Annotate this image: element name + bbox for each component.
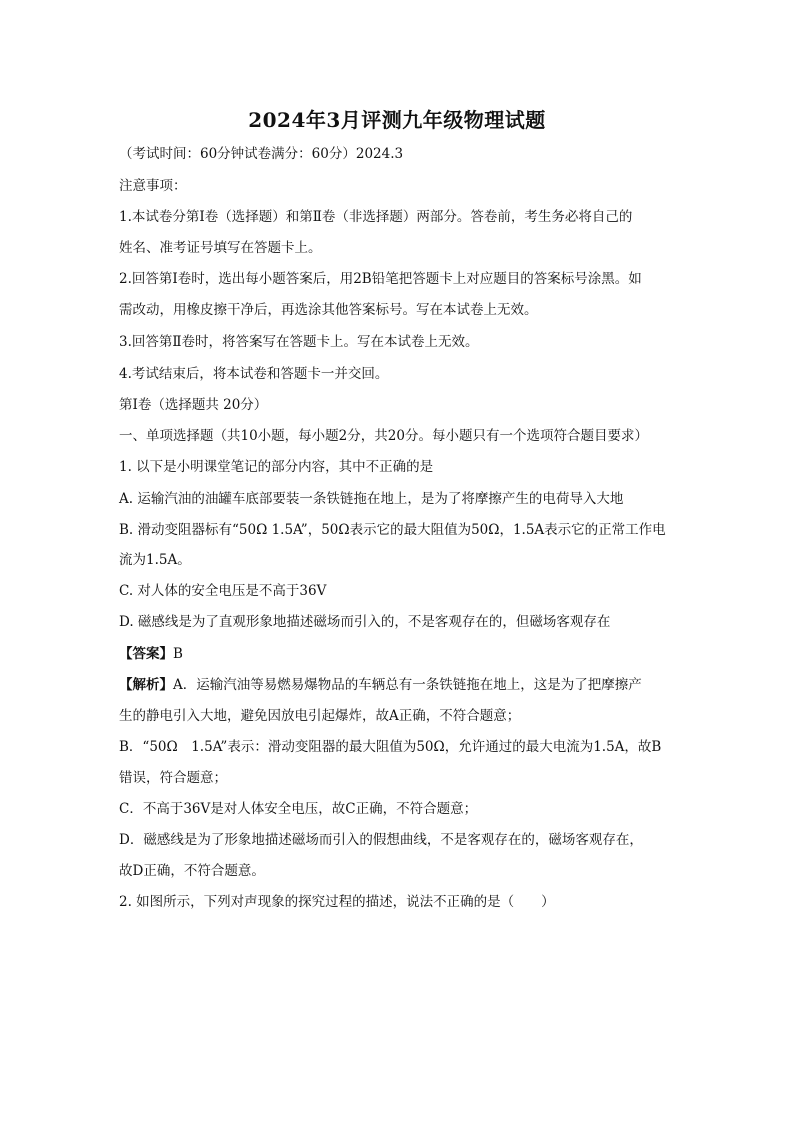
analysis-line: 错误，符合题意；	[119, 770, 227, 786]
notice-line: 4.考试结束后，将本试卷和答题卡一并交回。	[119, 366, 389, 382]
analysis-line: 生的静电引入大地，避免因放电引起爆炸，故A正确，不符合题意；	[119, 708, 521, 724]
notice-line: 2.回答第Ⅰ卷时，选出每小题答案后，用2B铅笔把答题卡上对应题目的答案标号涂黑。如	[119, 271, 642, 287]
notice-line: 需改动，用橡皮擦干净后，再选涂其他答案标号。写在本试卷上无效。	[119, 302, 538, 318]
analysis-line	[119, 676, 642, 694]
analysis-label: 【解析】	[119, 677, 173, 693]
answer-line	[119, 645, 183, 663]
analysis-line: C．不高于36V是对人体安全电压，故C正确，不符合题意；	[119, 801, 478, 817]
notice-line: 姓名、准考证号填写在答题卡上。	[119, 240, 322, 256]
question-1-option-d: D. 磁感线是为了直观形象地描述磁场而引入的，不是客观存在的，但磁场客观存在	[119, 614, 611, 630]
answer-value: B	[173, 646, 183, 662]
analysis-text: A．运输汽油等易燃易爆物品的车辆总有一条铁链拖在地上，这是为了把摩擦产	[173, 677, 642, 693]
question-1-stem: 1. 以下是小明课堂笔记的部分内容，其中不正确的是	[119, 459, 434, 475]
question-2-stem: 2. 如图所示，下列对声现象的探究过程的描述，说法不正确的是（ ）	[119, 894, 555, 910]
notice-line: 1.本试卷分第Ⅰ卷（选择题）和第Ⅱ卷（非选择题）两部分。答卷前，考生务必将自己的	[119, 209, 633, 225]
question-1-option-b: B. 滑动变阻器标有“50Ω 1.5A”，50Ω表示它的最大阻值为50Ω，1.5A表示它的正常工作电	[119, 522, 666, 538]
exam-title: 2024年3月评测九年级物理试题	[248, 108, 546, 132]
notice-line: 3.回答第Ⅱ卷时，将答案写在答题卡上。写在本试卷上无效。	[119, 334, 479, 350]
part-heading: 第Ⅰ卷（选择题共 20分）	[119, 397, 268, 413]
analysis-line: 故D正确，不符合题意。	[119, 863, 265, 879]
notice-heading: 注意事项：	[119, 178, 187, 194]
analysis-line: D．磁感线是为了形象地描述磁场而引入的假想曲线，不是客观存在的，磁场客观存在，	[119, 832, 643, 848]
answer-label: 【答案】	[119, 646, 173, 662]
exam-meta: （考试时间：60分钟试卷满分：60分）2024.3	[119, 146, 404, 162]
question-1-option-b-cont: 流为1.5A。	[119, 552, 191, 568]
analysis-line: B．“50Ω 1.5A”表示：滑动变阻器的最大阻值为50Ω，允许通过的最大电流为1.5A，故B	[119, 739, 662, 755]
question-1-option-a: A. 运输汽油的油罐车底部要装一条铁链拖在地上，是为了将摩擦产生的电荷导入大地	[119, 491, 624, 507]
question-1-option-c: C. 对人体的安全电压是不高于36V	[119, 583, 327, 599]
section-heading: 一、单项选择题（共10小题，每小题2分，共20分。每小题只有一个选项符合题目要求）	[119, 428, 648, 444]
